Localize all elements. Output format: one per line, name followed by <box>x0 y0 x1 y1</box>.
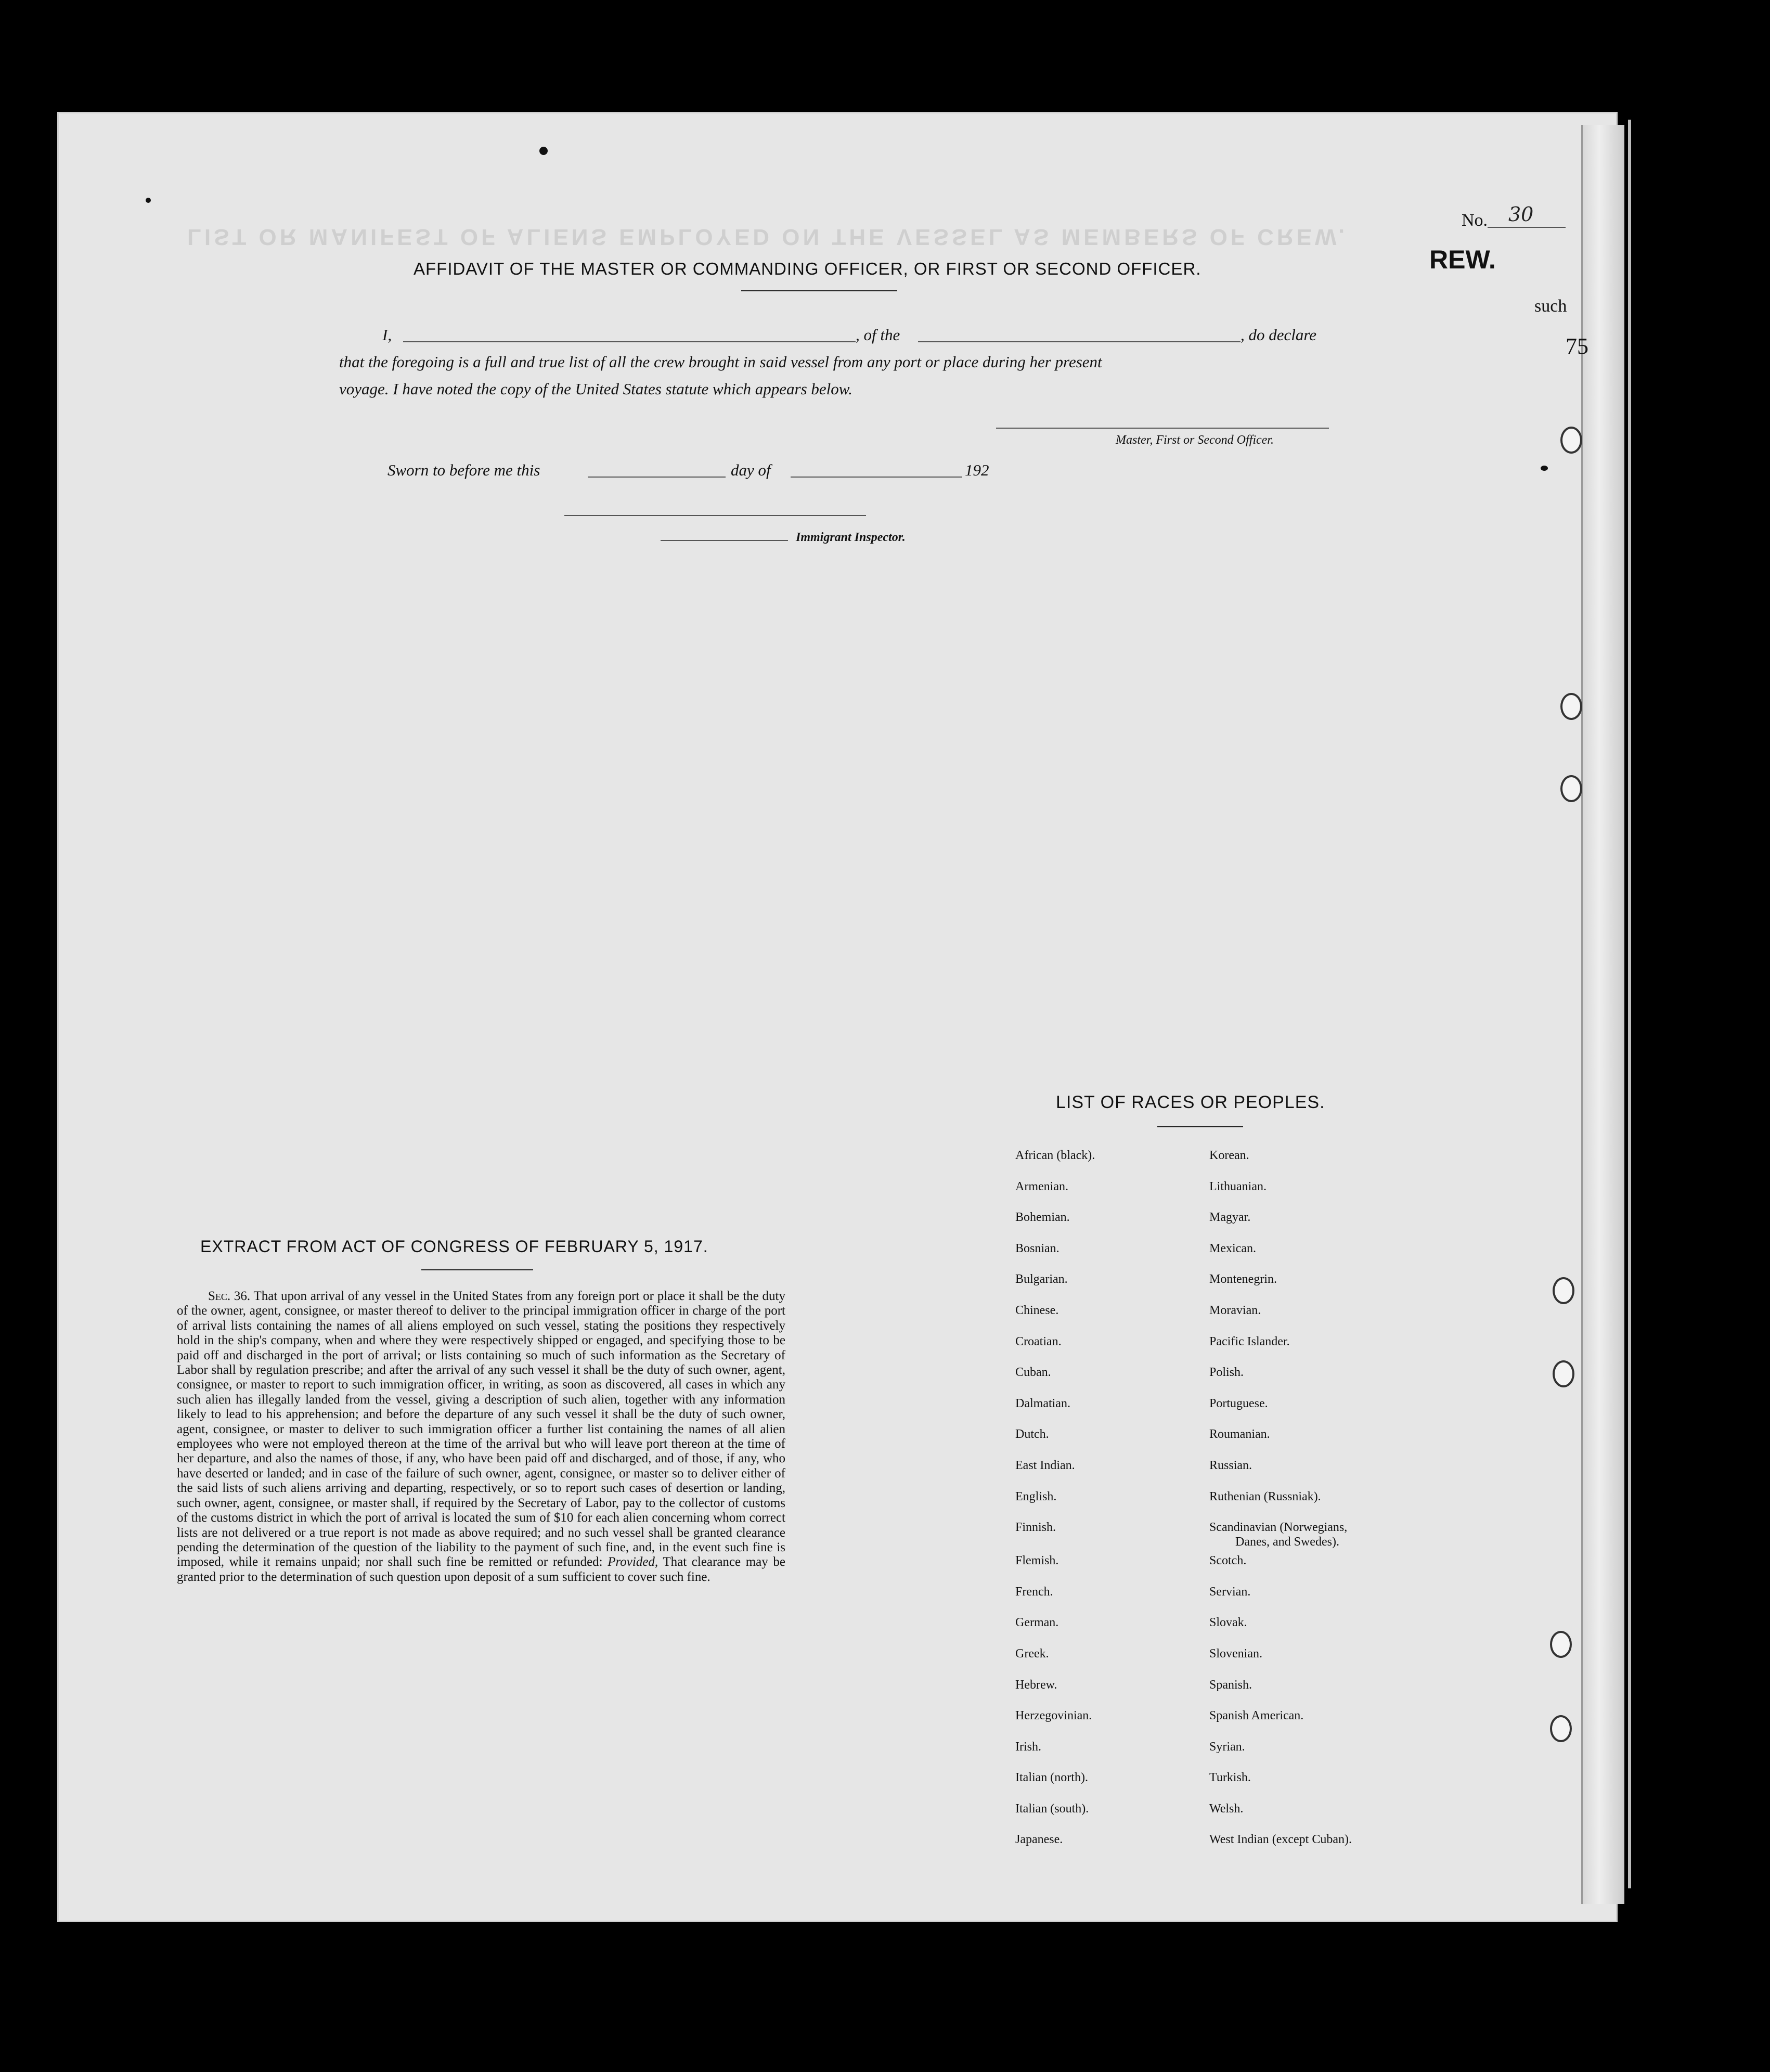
race-left-item: Bulgarian. <box>1015 1272 1068 1286</box>
sworn-label: Sworn to before me this <box>387 461 540 479</box>
race-right-item: Korean. <box>1209 1149 1249 1162</box>
races-right-column <box>1209 1149 1352 1864</box>
race-left-item: Finnish. <box>1015 1521 1056 1535</box>
races-title: LIST OF RACES OR PEOPLES. <box>1056 1092 1325 1112</box>
ink-dot <box>539 147 548 155</box>
crew-heading-fragment: REW. <box>1429 245 1496 274</box>
punch-hole <box>1560 775 1582 802</box>
race-left-item: Dutch. <box>1015 1427 1049 1442</box>
race-right-item: Moravian. <box>1209 1303 1261 1317</box>
race-left-item: Hebrew. <box>1015 1678 1057 1692</box>
race-right-item: Ruthenian (Russniak). <box>1209 1489 1321 1503</box>
bleed-through-title: LIST OR MANIFEST OF ALIENS EMPLOYED ON THE VESSEL AS MEMBERS OF CREW. <box>187 224 1348 250</box>
race-right-item: Spanish. <box>1209 1678 1252 1692</box>
punch-hole <box>1553 1360 1574 1387</box>
race-right-item: Spanish American. <box>1209 1709 1304 1723</box>
race-left-item: Herzegovinian. <box>1015 1709 1092 1723</box>
affidavit-title-rule <box>741 290 897 291</box>
page-number-line <box>1488 227 1566 228</box>
race-left-item: Bohemian. <box>1015 1211 1070 1225</box>
affidavit-statement-line-2: voyage. I have noted the copy of the United States statute which appears below. <box>339 380 852 398</box>
race-left-item: German. <box>1015 1616 1059 1630</box>
inspector-line-upper <box>564 515 866 516</box>
affidavit-statement-line-1: that the foregoing is a full and true list of all the crew brought in said vessel from any port or place during her present <box>339 353 1102 371</box>
race-right-item: Syrian. <box>1209 1740 1245 1754</box>
race-left-item: Italian (south). <box>1015 1801 1089 1816</box>
punch-hole <box>1550 1631 1572 1658</box>
race-right-item: Lithuanian. <box>1209 1179 1267 1193</box>
race-left-item: English. <box>1015 1489 1057 1503</box>
sworn-month-line <box>791 477 962 478</box>
race-left-item: Chinese. <box>1015 1303 1059 1317</box>
race-left-item: Greek. <box>1015 1646 1049 1661</box>
side-number-fragment: 75 <box>1566 333 1588 359</box>
page-number-handwritten: 30 <box>1508 203 1534 226</box>
extract-body-part-1: That upon arrival of any vessel in the United States from any foreign port or place it shall be the duty of the owner, agent, consignee, or master thereof to deliver to the principal immigration officer in charge of the port of arrival lists containing the names of all aliens employed on such vessel, stating the positions they respectively hold in the ship's company, when and where they were respectively shipped or engaged, and specifying those to be paid off and discharged in the port of arrival; or lists containing so much of such information as the Secretary of Labor shall by regulation prescribe; and after the arrival of any such vessel it shall be the duty of such owner, agent, consignee, or master to report to such immigration officer, in writing, as soon as discovered, all cases in which any such alien has illegally landed from the vessel, giving a description of such alien, together with any information likely to lead to his apprehension; and before the departure of any such vessel it shall be the duty of such owner, agent, consignee, or master to deliver to such immigration officer a further list containing the names of all alien employees who were not employed thereon at the time of the arrival but who will leave port thereon at the time of her departure, and also the names of those, if any, who have been paid off and discharged, and of those, if any, who have deserted or landed; and in case of the failure of such owner, agent, consignee, or master so to deliver either of the said lists of such aliens arriving and departing, respectively, or so to report such cases of desertion or landing, such owner, agent, consignee, or master shall, if required by the Secretary of Labor, pay to the collector of customs of the customs district in which the port of arrival is located the sum of $10 for each alien concerning whom correct lists are not delivered or a true report is not made as above required; and no such vessel shall be granted clearance pending the determination of the question of the liability to the payment of such fine, and, in the event such fine is imposed, while it remains unpaid; nor shall such fine be remitted or refunded: <box>177 1289 785 1569</box>
sworn-year-prefix: 192 <box>965 461 989 479</box>
ink-speck <box>1541 466 1548 471</box>
race-right-item: Slovak. <box>1209 1616 1247 1630</box>
race-right-item: Turkish. <box>1209 1771 1251 1785</box>
extract-provided: Provided, <box>608 1555 658 1569</box>
inspector-signature-line <box>661 540 788 541</box>
inspector-label: Immigrant Inspector. <box>796 531 906 544</box>
ink-speck <box>146 198 151 203</box>
race-left-item: Dalmatian. <box>1015 1396 1070 1410</box>
extract-title-rule <box>421 1269 533 1270</box>
extract-title: EXTRACT FROM ACT OF CONGRESS OF FEBRUARY 5, 1917. <box>200 1237 708 1256</box>
page-number-label: No. <box>1462 211 1488 230</box>
race-right-item: Russian. <box>1209 1458 1252 1472</box>
folded-page-edge <box>1581 125 1624 1904</box>
master-signature-line <box>996 428 1329 429</box>
name-blank-line <box>403 341 856 342</box>
affidavit-of-the: , of the <box>856 326 900 344</box>
race-right-item: Scotch. <box>1209 1554 1247 1568</box>
sworn-day-line <box>588 477 726 478</box>
extract-body-text <box>177 1289 785 1585</box>
race-right-item: Polish. <box>1209 1366 1244 1380</box>
race-right-item: Welsh. <box>1209 1801 1244 1816</box>
affidavit-title: AFFIDAVIT OF THE MASTER OR COMMANDING OFFICER, OR FIRST OR SECOND OFFICER. <box>414 259 1201 278</box>
race-left-item: Croatian. <box>1015 1334 1062 1348</box>
race-left-item: Flemish. <box>1015 1554 1059 1568</box>
master-signature-label: Master, First or Second Officer. <box>1116 433 1274 447</box>
punch-hole <box>1553 1277 1574 1304</box>
page-shadow-edge <box>1628 120 1631 1888</box>
punch-hole <box>1550 1715 1572 1742</box>
races-title-rule <box>1157 1126 1243 1127</box>
race-left-item: Armenian. <box>1015 1179 1068 1193</box>
race-left-item: Japanese. <box>1015 1833 1063 1847</box>
race-left-item: African (black). <box>1015 1149 1095 1162</box>
race-right-item: Magyar. <box>1209 1211 1251 1225</box>
race-left-item: French. <box>1015 1585 1053 1599</box>
race-left-item: Bosnian. <box>1015 1241 1060 1255</box>
race-right-item: Portuguese. <box>1209 1396 1268 1410</box>
such-fragment: such <box>1534 297 1567 316</box>
race-right-item: Mexican. <box>1209 1241 1256 1255</box>
race-left-item: Irish. <box>1015 1740 1041 1754</box>
race-right-item: West Indian (except Cuban). <box>1209 1833 1352 1847</box>
race-right-item: Scandinavian (Norwegians, <box>1209 1521 1348 1535</box>
race-left-item: Italian (north). <box>1015 1771 1088 1785</box>
vessel-blank-line <box>918 341 1241 342</box>
punch-hole <box>1560 693 1582 720</box>
race-right-item: Pacific Islander. <box>1209 1334 1290 1348</box>
extract-body-part-2: That clearance may be granted prior to the determination of such question upon deposit of a sum sufficient to cover such fine. <box>177 1555 785 1584</box>
race-left-item: Cuban. <box>1015 1366 1051 1380</box>
race-right-item: Montenegrin. <box>1209 1272 1277 1286</box>
punch-hole <box>1560 427 1582 454</box>
affidavit-declare: , do declare <box>1241 326 1317 344</box>
race-right-item: Slovenian. <box>1209 1646 1262 1661</box>
race-right-item: Danes, and Swedes). <box>1235 1535 1339 1549</box>
race-left-item: East Indian. <box>1015 1458 1075 1472</box>
race-right-item: Roumanian. <box>1209 1427 1270 1442</box>
race-right-item: Servian. <box>1209 1585 1251 1599</box>
races-left-column <box>1015 1149 1095 1864</box>
sworn-day-of: day of <box>731 461 771 479</box>
affidavit-i: I, <box>382 326 392 344</box>
extract-section-label: Sec. 36. <box>208 1289 251 1303</box>
